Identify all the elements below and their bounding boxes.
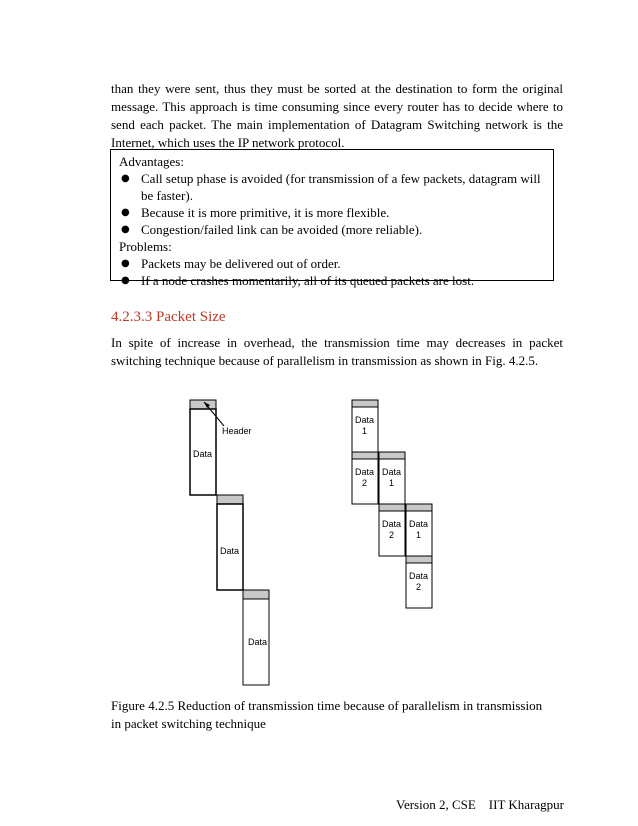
bullet-icon: ● [121, 224, 130, 235]
header-block [379, 504, 405, 511]
advantages-problems-box [110, 149, 554, 288]
header-label: Header [222, 426, 252, 436]
section-paragraph: In spite of increase in overhead, the transmission time may decreases in packet switching technique because of parallelism in transmission as shown in Fig. 4.2.5. [111, 335, 563, 368]
page-footer: Version 2, CSE IIT Kharagpur [396, 797, 565, 812]
packet-number: 2 [362, 478, 368, 488]
intro-paragraph: than they were sent, thus they must be sorted at the destination to form the original message. This approach is time consuming since every router has to decide where to send each packet. The main implementation of Datagram Switching network is the Internet, which uses the IP network protocol. [111, 81, 563, 150]
packet-number: 1 [416, 530, 422, 540]
packet-block [406, 504, 432, 556]
header-block [352, 400, 378, 407]
list-item: ● Congestion/failed link can be avoided (more reliable). [121, 222, 423, 237]
right-diagram [352, 400, 405, 556]
packet-number: 1 [389, 478, 395, 488]
data-label: Data [193, 449, 213, 459]
problems-list [119, 255, 553, 289]
header-block [379, 452, 405, 459]
header-block [406, 504, 432, 511]
list-item: ● Call setup phase is avoided (for transmission of a few packets, datagram will be faster). [121, 171, 541, 203]
section-heading: 4.2.3.3 Packet Size [111, 309, 226, 325]
data-label: Data [355, 415, 375, 425]
data-label: Data [220, 546, 240, 556]
packet-number: 2 [389, 530, 395, 540]
data-label: Data [382, 467, 402, 477]
list-item: ● Packets may be delivered out of order. [121, 256, 341, 271]
left-diagram [190, 400, 269, 685]
data-label: Data [382, 519, 402, 529]
problems-label: Problems: [119, 239, 172, 254]
packet-number: 2 [416, 582, 422, 592]
figure-caption: Figure 4.2.5 Reduction of transmission time because of parallelism in transmission in packet switching technique [111, 698, 543, 731]
packet-block [406, 556, 432, 608]
header-block [243, 590, 269, 599]
bullet-icon: ● [121, 207, 130, 218]
list-item: ● Because it is more primitive, it is more flexible. [121, 205, 390, 220]
advantages-label: Advantages: [119, 154, 184, 169]
header-block [406, 556, 432, 563]
data-label: Data [248, 637, 268, 647]
data-label: Data [355, 467, 375, 477]
bullet-icon: ● [121, 173, 130, 184]
list-item: ● If a node crashes momentarily, all of its queued packets are lost. [121, 273, 475, 288]
data-label: Data [409, 571, 429, 581]
bullet-icon: ● [121, 275, 130, 286]
header-block [217, 495, 243, 504]
packet-transmission-figure [180, 392, 429, 692]
advantages-list [119, 170, 553, 238]
packet-number: 1 [362, 426, 368, 436]
header-block [190, 400, 216, 409]
data-label: Data [409, 519, 429, 529]
header-block [352, 452, 378, 459]
bullet-icon: ● [121, 258, 130, 269]
